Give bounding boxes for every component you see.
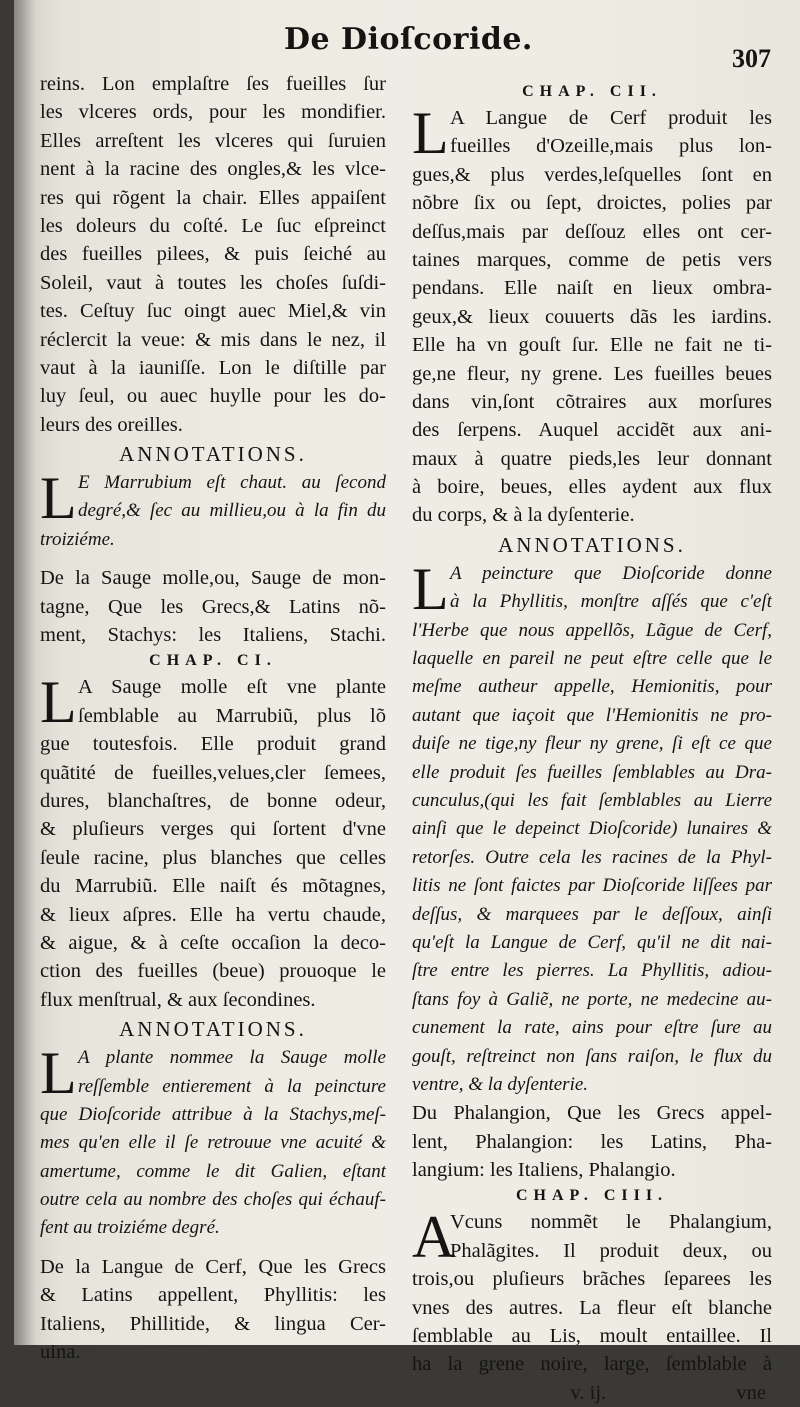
annotations-heading: ANNOTATIONS. [498, 532, 686, 557]
text-line: meſme autheur appelle, Hemionitis, pour [412, 676, 772, 698]
text-line: ha la grene noire, large, ſemblable à [412, 1353, 772, 1376]
text-line: qu'eſt la Langue de Cerf, qu'il ne dit nai- [412, 931, 772, 953]
text-line: dures, blanchaſtres, de bonne odeur, [40, 789, 386, 812]
text-line: autant que iaçoit que l'Hemionitis ne pro- [412, 704, 772, 726]
text-line: langium: les Italiens, Phalangio. [412, 1159, 676, 1182]
text-line: Soleil, vaut à toutes les choſes ſuſdi- [40, 271, 386, 294]
annotations-heading: ANNOTATIONS. [119, 1017, 307, 1042]
text-line: troiziéme. [40, 528, 115, 550]
text-line: degré,& ſec au millieu,ou à la fin du [78, 500, 386, 522]
text-line: ment, Stachys: les Italiens, Stachi. [40, 624, 386, 647]
chapter-number: CHAP. CI. [149, 652, 277, 670]
text-line: des fueilles pilees, & puis ſeiché au [40, 243, 386, 266]
annotation-block [412, 555, 772, 1099]
text-line: maux à quatre pieds,les leur donnant [412, 447, 772, 470]
running-head: De Dioſcoride. [284, 22, 533, 57]
text-line: du corps, & à la dyſenterie. [412, 504, 635, 527]
text-line: ſtre entre les pierres. La Phyllitis, adiou- [412, 960, 772, 982]
text-line: De la Sauge molle,ou, Sauge de mon- [40, 567, 386, 590]
book-page [14, 0, 800, 1404]
text-line: ction des fueilles (beue) prouoque le [40, 960, 386, 983]
drop-cap: A [412, 1204, 456, 1271]
signature-mark: v. ij. [570, 1381, 607, 1404]
text-line: & pluſieurs verges qui ſortent d'vne [40, 818, 386, 841]
text-line: A Sauge molle eſt vne plante [78, 676, 386, 699]
text-line: vnes des autres. La fleur eſt blanche [412, 1296, 772, 1319]
text-line: l'Herbe que nous appellõs, Lãgue de Cerf, [412, 619, 772, 641]
text-line: tagne, Que les Grecs,& Latins nõ- [40, 595, 386, 618]
text-line: à boire, beues, elles aydent aux flux [412, 476, 772, 499]
right-column [412, 80, 772, 1407]
text-line: Elle ha vn gouſt ſur. Elle ne fait ne ti- [412, 334, 772, 357]
catchword: vne [736, 1381, 766, 1404]
text-line: dans vin,ſont cõtraires aux morſures [412, 390, 772, 413]
text-line: litis ne ſont faictes par Dioſcoride liſſees par [412, 875, 772, 897]
text-line: à la Phyllitis, monſtre aſſés que c'eſt [450, 591, 772, 613]
text-line: Phalãgites. Il produit deux, ou [450, 1239, 772, 1262]
text-line: luy ſeul, ou auec huylle pour les do- [40, 385, 386, 408]
text-line: ſemblable au Marrubiũ, plus lõ [78, 704, 386, 727]
text-line: retorſes. Outre cela les racines de la Phyl- [412, 846, 772, 868]
text-line: réclercit la veue: & mis dans le nez, il [40, 328, 386, 351]
chapter-title [40, 564, 386, 649]
text-line: amertume, comme le dit Galien, eſtant [40, 1160, 386, 1182]
text-line: tes. Ceſtuy ſuc oingt auec Miel,& vin [40, 300, 386, 323]
text-line: ainſi que le depeinct Dioſcoride) lunaires & [412, 818, 772, 840]
text-line: quãtité de fueilles,velues,cler ſemees, [40, 761, 386, 784]
annotation-block [40, 1040, 386, 1243]
text-line: Vcuns nommẽt le Phalangium, [450, 1211, 772, 1234]
text-line: les vlceres ords, pour les mondifier. [40, 101, 386, 124]
text-line: deſſus, & marquees par le deſſoux, ainſi [412, 903, 772, 925]
chapter-title [412, 1099, 772, 1184]
text-line: reſſemble entierement à la peincture [78, 1075, 386, 1097]
page-footer [412, 1379, 772, 1407]
drop-cap: L [40, 669, 77, 736]
text-line: des ſerpens. Auquel accidẽt aux ani- [412, 419, 772, 442]
text-line: gouſt, reſtreinct non ſans raiſon, le flux du [412, 1045, 772, 1067]
text-line: & aigue, & à ceſte occaſion la deco- [40, 931, 386, 954]
text-line: & Latins appellent, Phyllitis: les [40, 1284, 386, 1307]
text-line: De la Langue de Cerf, Que les Grecs [40, 1255, 386, 1278]
text-line: ſeule racine, plus blanches que celles [40, 846, 386, 869]
text-line: leurs des oreilles. [40, 413, 183, 436]
text-line: uina. [40, 1341, 81, 1364]
text-line: duiſe ne tige,ny fleur ny grene, ſi eſt ce que [412, 733, 772, 755]
text-line: les doleurs du coſté. Le ſuc eſpreinct [40, 214, 386, 237]
text-line: flux menſtrual, & aux ſecondines. [40, 988, 316, 1011]
text-line: nent à la racine des ongles,& les vlce- [40, 158, 386, 181]
left-column [40, 70, 386, 1366]
text-line: A Langue de Cerf produit les [450, 107, 772, 129]
chapter-number: CHAP. CII. [522, 83, 662, 100]
text-line: E Marrubium eſt chaut. au ſecond [78, 472, 386, 494]
annotations-heading: ANNOTATIONS. [119, 442, 307, 467]
chapter-body [412, 1204, 772, 1378]
text-line: res qui rõgent la chair. Elles appaiſent [40, 186, 386, 209]
drop-cap: L [40, 465, 77, 532]
drop-cap: L [40, 1040, 77, 1107]
text-line: cunculus,(qui les fait ſemblables au Lierre [412, 789, 772, 811]
text-line: nõbre ſix ou ſept, droictes, polies par [412, 192, 772, 215]
text-line: reins. Lon emplaſtre ſes fueilles ſur [40, 73, 386, 95]
drop-cap: L [412, 555, 449, 622]
text-line: fueilles d'Ozeille,mais plus lon- [450, 135, 772, 158]
text-line: elle produit ſes fueilles ſemblables au Dra- [412, 761, 772, 783]
text-line: geux,& lieux couuerts dãs les iardins. [412, 305, 772, 328]
text-line: cunement la rate, ains pour eſtre ſure au [412, 1017, 772, 1039]
text-line: que Dioſcoride attribue à la Stachys,meſ- [40, 1103, 386, 1125]
drop-cap: L [412, 100, 449, 166]
text-line: pendans. Elle naiſt en lieux ombra- [412, 277, 772, 300]
text-line: A plante nommee la Sauge molle [78, 1047, 386, 1069]
chapter-body [412, 100, 772, 530]
text-line: Du Phalangion, Que les Grecs appel- [412, 1102, 772, 1125]
text-line: du Marrubiũ. Elle naiſt és mõtagnes, [40, 875, 386, 898]
chapter-body [40, 669, 386, 1014]
page-number: 307 [732, 44, 771, 73]
text-line: vaut à la iauniſſe. Lon le diſtille par [40, 356, 386, 379]
text-line: ſtans foy à Galiẽ, ne porte, ne medecine au- [412, 988, 772, 1010]
chapter-number: CHAP. CIII. [515, 1187, 669, 1205]
text-line: lent, Phalangion: les Latins, Pha- [412, 1130, 772, 1153]
text-line: ge,ne fleur, ny grene. Les fueilles beues [412, 362, 772, 385]
text-line: fent au troiziéme degré. [40, 1217, 220, 1239]
gutter-shadow [14, 0, 36, 1345]
text-line: deſſus,mais par deſſouz elles ont cer- [412, 220, 772, 243]
annotation-block [40, 465, 386, 554]
text-line: ſemblable au Lis, moult entaillee. Il [412, 1325, 772, 1348]
text-line: Elles arreſtent les vlceres qui ſuruien [40, 129, 386, 152]
text-line: A peincture que Dioſcoride donne [450, 562, 772, 584]
text-line: outre cela au nombre des choſes qui échauf- [40, 1189, 386, 1211]
text-line: Italiens, Phillitide, & lingua Cer- [40, 1312, 386, 1335]
text-line: mes qu'en elle il ſe retrouue vne acuité & [40, 1132, 386, 1154]
continued-paragraph [40, 70, 386, 439]
text-line: taines marques, comme de petis vers [412, 248, 772, 271]
text-line: gues,& plus verdes,leſquelles ſont en [412, 163, 772, 186]
text-line: trois,ou pluſieurs brãches ſeparees les [412, 1268, 772, 1291]
text-line: laquelle en pareil ne peut eſtre celle que le [412, 648, 772, 670]
text-line: gue toutesfois. Elle produit grand [40, 733, 386, 756]
text-line: & lieux aſpres. Elle ha vertu chaude, [40, 903, 386, 926]
text-line: ventre, & la dyſenterie. [412, 1073, 589, 1095]
chapter-title [40, 1253, 386, 1367]
